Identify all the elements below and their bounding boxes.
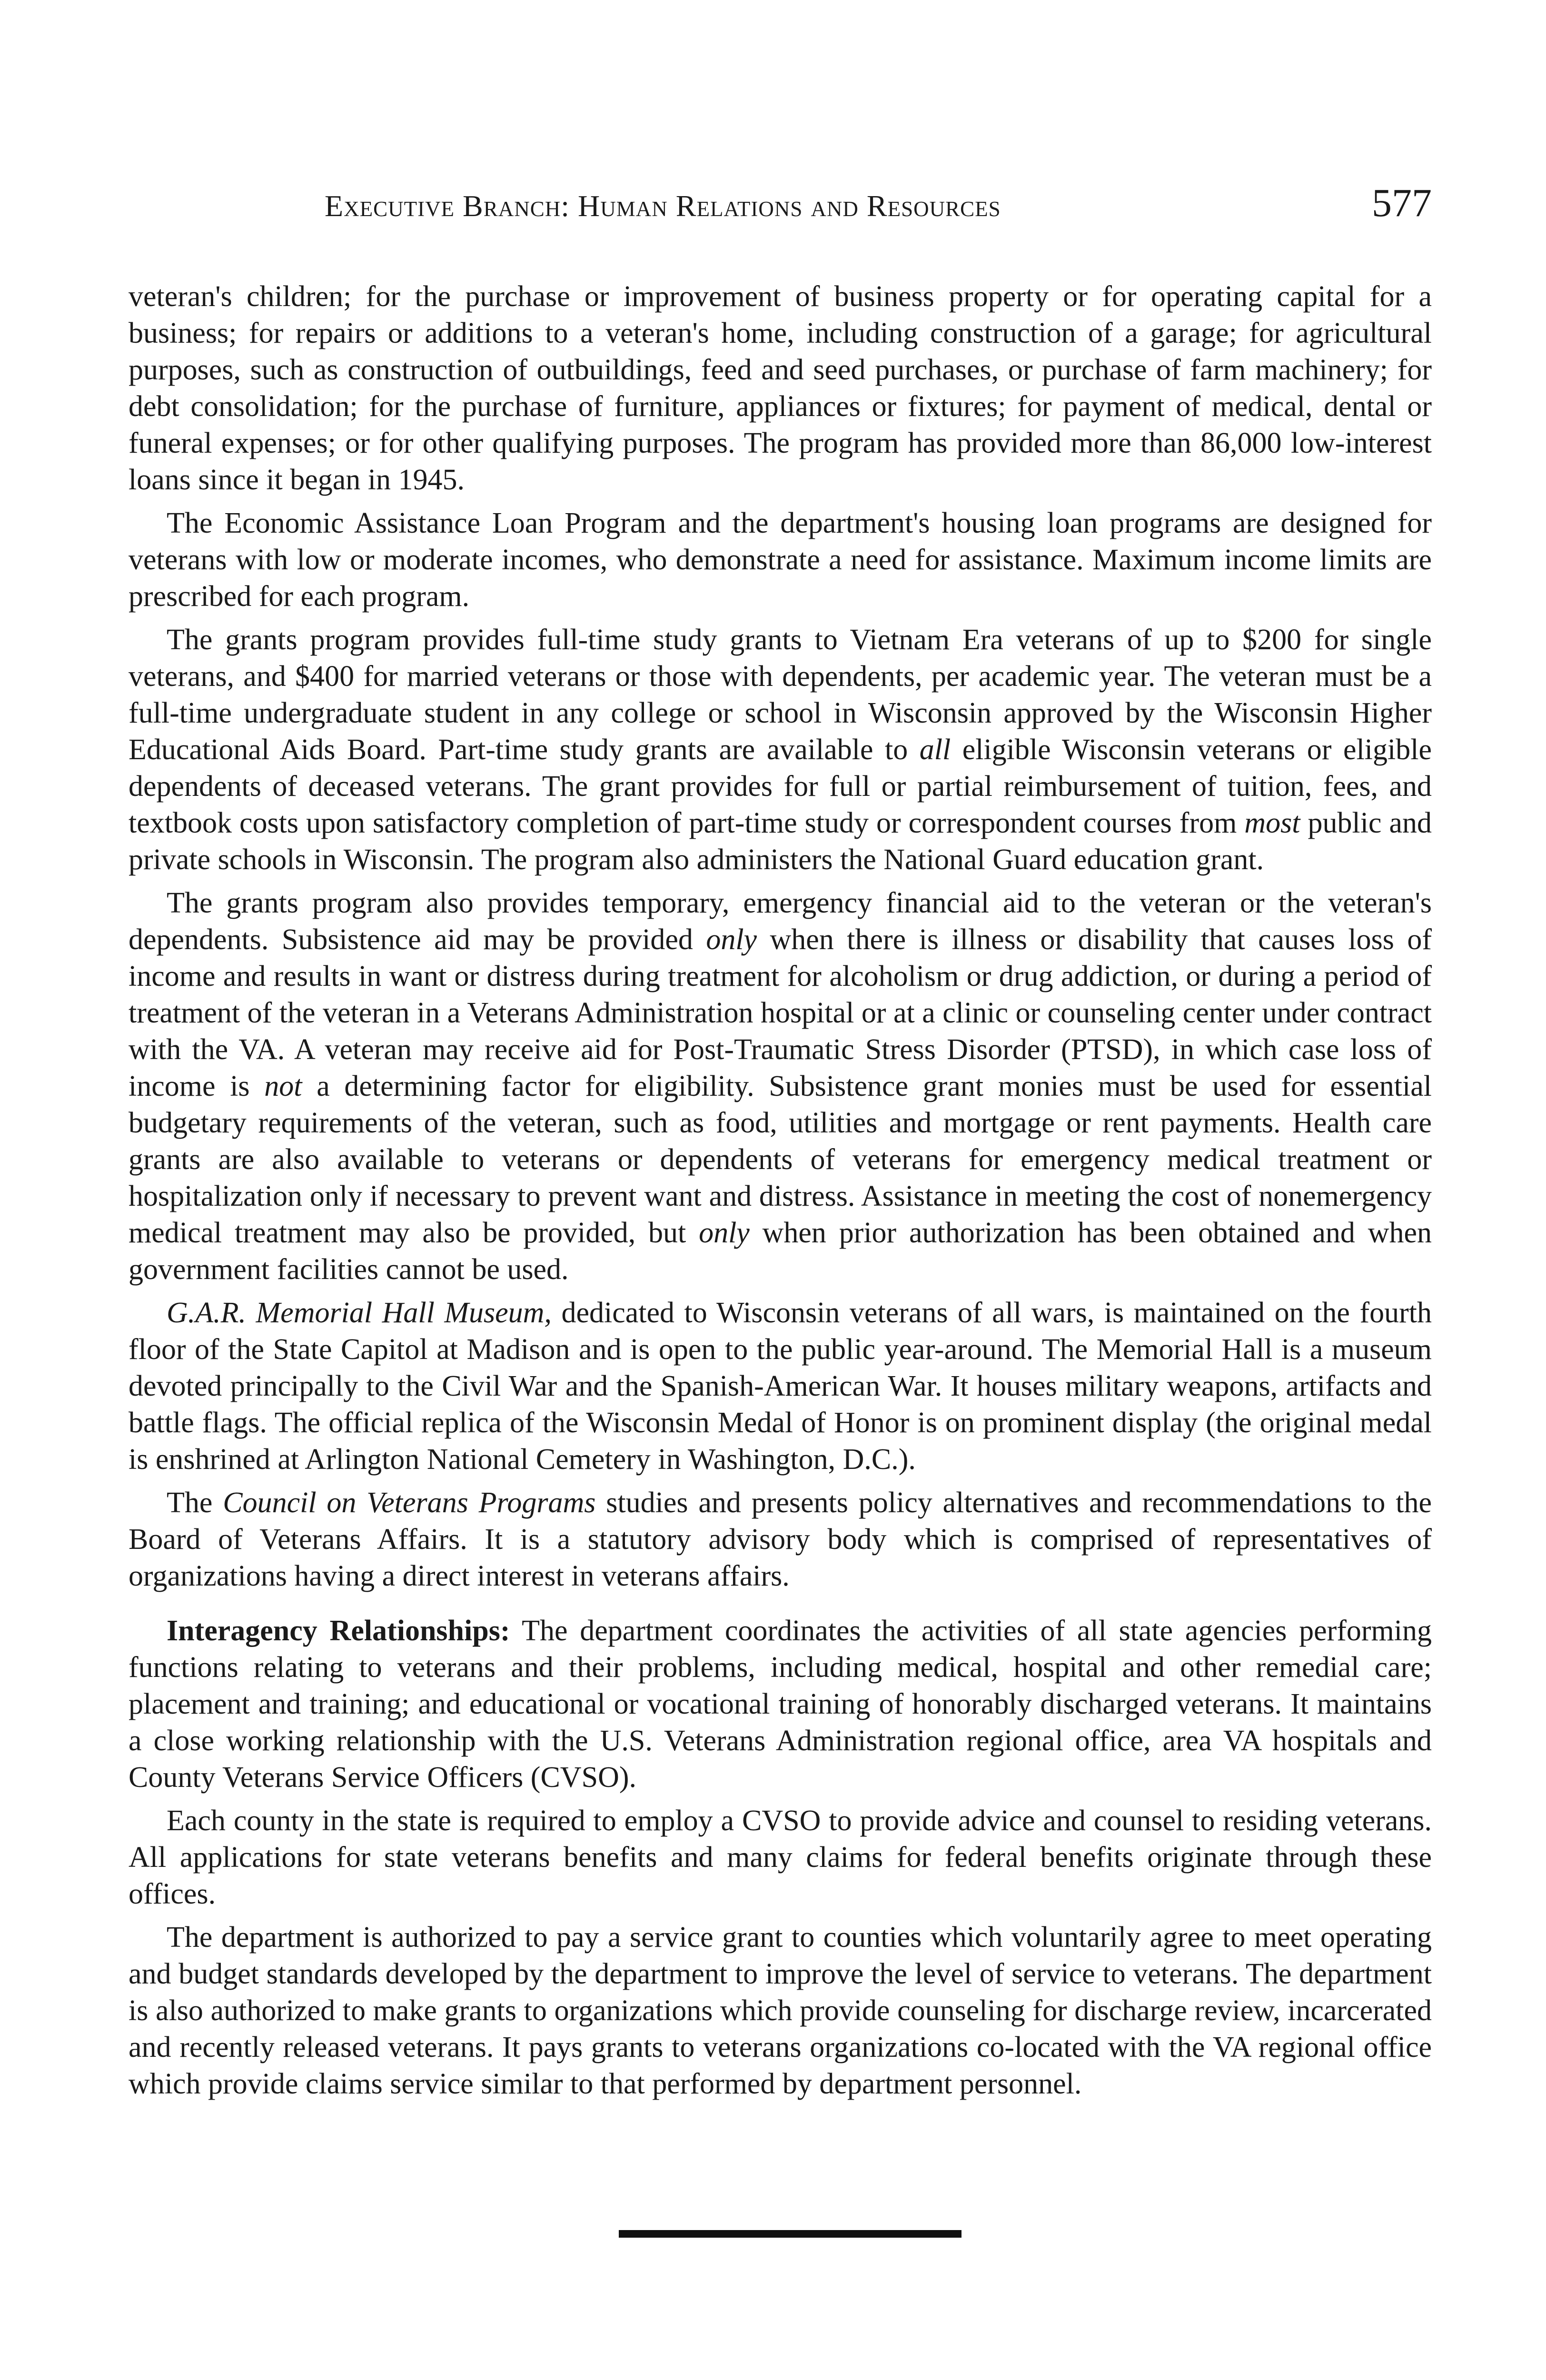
running-title: [325, 188, 1001, 224]
running-title-part: Executive Branch:: [325, 189, 578, 223]
text-run: The grants program provides full-time study grants to Vietnam Era veterans of up to $200 for single veterans, and $400 for married veterans or those with dependents, per academic year. The veteran must be a full-time undergraduate student in any college or school in Wisconsin approved by the Wisconsin Higher Educational Aids Board. Part-time study grants are available to: [129, 624, 1432, 766]
text-run: public and private schools in Wisconsin. The program also administers the National Guard education grant.: [129, 807, 1432, 876]
text-run: The: [167, 1487, 223, 1519]
text-run: studies and presents policy alternatives and recommendations to the Board of Veterans Affairs. It is a statutory advisory body which is comprised of representatives of organizations having a direct interest in veterans affairs.: [129, 1487, 1432, 1592]
body-text: [129, 278, 1432, 2109]
italic-text: most: [1244, 807, 1300, 839]
italic-text: only: [699, 1217, 750, 1249]
paragraph: [129, 278, 1432, 498]
text-run: The Economic Assistance Loan Program and the department's housing loan programs are designed for veterans with low or moderate incomes, who demonstrate a need for assistance. Maximum income limits are prescribed for each program.: [129, 507, 1432, 613]
paragraph: [129, 622, 1432, 878]
text-run: when prior authorization has been obtained and when government facilities cannot be used.: [129, 1217, 1432, 1286]
paragraph: [129, 1295, 1432, 1478]
paragraph: [129, 1803, 1432, 1913]
paragraph: [129, 1919, 1432, 2102]
text-run: when there is illness or disability that causes loss of income and results in want or distress during treatment for alcoholism or drug addiction, or during a period of treatment of the veteran in a Veterans Administration hospital or at a clinic or counseling center under contract with the VA. A veteran may receive aid for Post-Traumatic Stress Disorder (PTSD), in which case loss of income is: [129, 923, 1432, 1102]
paragraph: [129, 885, 1432, 1288]
text-run: veteran's children; for the purchase or improvement of business property or for operating capital for a business; for repairs or additions to a veteran's home, including construction of a garage; for agricultural purposes, such as construction of outbuildings, feed and seed purchases, or purchase of farm machinery; for debt consolidation; for the purchase of furniture, appliances or fixtures; for payment of medical, dental or funeral expenses; or for other qualifying purposes. The program has provided more than 86,000 low-interest loans since it began in 1945.: [129, 280, 1432, 496]
italic-text: G.A.R. Memorial Hall Museum,: [167, 1297, 552, 1329]
italic-text: not: [264, 1070, 302, 1102]
text-run: a determining factor for eligibility. Subsistence grant monies must be used for essential budgetary requirements of the veteran, such as food, utilities and mortgage or rent payments. Health care grants are also available to veterans or dependents of veterans for emergency medical treatment or hospitalization only if necessary to prevent want and distress. Assistance in meeting the cost of nonemergency medical treatment may also be provided, but: [129, 1070, 1432, 1249]
italic-text: all: [919, 734, 951, 766]
running-title-part: Human Relations and Resources: [578, 189, 1001, 223]
paragraph: [129, 1613, 1432, 1796]
italic-text: Council on Veterans Programs: [223, 1487, 596, 1519]
section-end-rule: [619, 2230, 961, 2238]
paragraph: [129, 505, 1432, 615]
section-heading: Interagency Relationships:: [167, 1615, 510, 1647]
text-run: Each county in the state is required to employ a CVSO to provide advice and counsel to residing veterans. All applications for state veterans benefits and many claims for federal benefits originate through these offices.: [129, 1805, 1432, 1910]
page-number: 577: [1372, 181, 1432, 225]
text-run: The department coordinates the activities of all state agencies performing functions relating to veterans and their problems, including medical, hospital and other remedial care; placement and training; and educational or vocational training of honorably discharged veterans. It maintains a close working relationship with the U.S. Veterans Administration regional office, area VA hospitals and County Veterans Service Officers (CVSO).: [129, 1615, 1432, 1794]
paragraph: [129, 1485, 1432, 1595]
text-run: eligible Wisconsin veterans or eligible dependents of deceased veterans. The grant provides for full or partial reimbursement of tuition, fees, and textbook costs upon satisfactory completion of part-time study or correspondent courses from: [129, 734, 1432, 839]
text-run: The grants program also provides temporary, emergency financial aid to the veteran or the veteran's dependents. Subsistence aid may be provided: [129, 887, 1432, 956]
text-run: dedicated to Wisconsin veterans of all wars, is maintained on the fourth floor of the State Capitol at Madison and is open to the public year-around. The Memorial Hall is a museum devoted principally to the Civil War and the Spanish-American War. It houses military weapons, artifacts and battle flags. The official replica of the Wisconsin Medal of Honor is on prominent display (the original medal is enshrined at Arlington National Cemetery in Washington, D.C.).: [129, 1297, 1432, 1476]
running-header: [129, 180, 1432, 232]
text-run: The department is authorized to pay a service grant to counties which voluntarily agree to meet operating and budget standards developed by the department to improve the level of service to veterans. The department is also authorized to make grants to organizations which provide counseling for discharge review, incarcerated and recently released veterans. It pays grants to veterans organizations co-located with the VA regional office which provide claims service similar to that performed by department personnel.: [129, 1921, 1432, 2100]
italic-text: only: [706, 923, 757, 956]
